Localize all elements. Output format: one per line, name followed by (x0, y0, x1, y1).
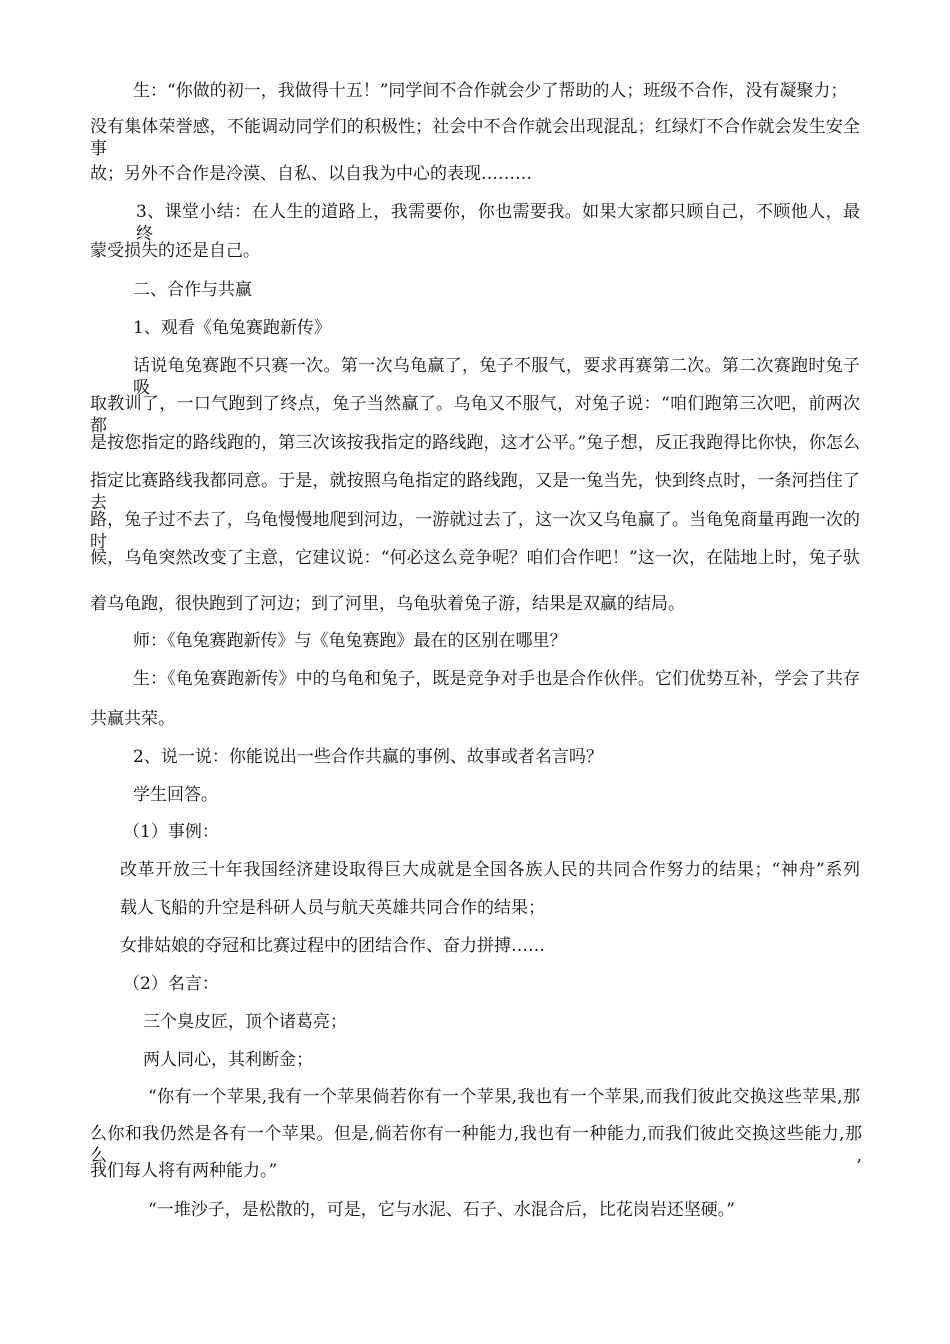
section-heading: 二、合作与共赢 (133, 280, 252, 300)
text-line: 2、说一说：你能说出一些合作共赢的事例、故事或者名言吗？ (133, 747, 603, 767)
text-line: （2）名言： (123, 974, 219, 994)
text-line: 取教训了，一口气跑到了终点，兔子当然赢了。乌龟又不服气，对兔子说：“咱们跑第三次吧，前两次都 (90, 394, 860, 436)
text-line: 改革开放三十年我国经济建设取得巨大成就是全国各族人民的共同合作努力的结果；“神舟”系列 (120, 860, 860, 880)
text-line: 学生回答。 (133, 785, 218, 805)
text-line: 共赢共荣。 (90, 709, 175, 729)
quote-line: 么你和我仍然是各有一个苹果。但是,倘若你有一种能力,我也有一种能力,而我们彼此交换这些能力,那么, (90, 1124, 862, 1166)
text-line: 路，兔子过不去了，乌龟慢慢地爬到河边，一游就过去了，这一次又乌龟赢了。当龟兔商量再跑一次的时 (90, 510, 860, 552)
text-line: 师：《龟兔赛跑新传》与《龟兔赛跑》最在的区别在哪里？ (133, 631, 567, 651)
quote-line: 我们每人将有两种能力。” (90, 1161, 278, 1181)
quote-line: “你有一个苹果,我有一个苹果倘若你有一个苹果,我也有一个苹果,而我们彼此交换这些苹果,那 (148, 1087, 860, 1107)
text-line: 生：《龟兔赛跑新传》中的乌龟和兔子，既是竞争对手也是合作伙伴。它们优势互补，学会了共存 (133, 669, 860, 689)
text-line: 3、课堂小结：在人生的道路上，我需要你，你也需要我。如果大家都只顾自己，不顾他人，最终 (136, 202, 860, 244)
text-line: 生：“你做的初一，我做得十五！”同学间不合作就会少了帮助的人；班级不合作，没有凝聚力； (133, 81, 848, 101)
text-line: 是按您指定的路线跑的，第三次该按我指定的路线跑，这才公平。”兔子想，反正我跑得比你快，你怎么 (90, 433, 860, 453)
text-line: 女排姑娘的夺冠和比赛过程中的团结合作、奋力拼搏…… (120, 936, 545, 956)
text-line: 蒙受损失的还是自己。 (90, 241, 260, 261)
text-line: （1）事例： (123, 822, 219, 842)
text-line: 指定比赛路线我都同意。于是，就按照乌龟指定的路线跑，又是一兔当先，快到终点时，一条河挡住了去 (90, 471, 860, 513)
text-line: 没有集体荣誉感，不能调动同学们的积极性；社会中不合作就会出现混乱；红绿灯不合作就会发生安全事 (90, 117, 860, 159)
text-line: 着乌龟跑，很快跑到了河边；到了河里，乌龟驮着兔子游，结果是双赢的结局。 (90, 594, 685, 614)
quote-line: 两人同心，其利断金； (143, 1050, 313, 1070)
subsection-heading: 1、观看《龟兔赛跑新传》 (133, 318, 331, 338)
quote-line: “一堆沙子，是松散的，可是，它与水泥、石子、水混合后，比花岗岩还坚硬。” (148, 1200, 735, 1220)
text-line: 故；另外不合作是冷漠、自私、以自我为中心的表现……… (90, 164, 532, 184)
text-line: 载人飞船的升空是科研人员与航天英雄共同合作的结果； (120, 898, 545, 918)
text-line: 话说龟兔赛跑不只赛一次。第一次乌龟赢了，兔子不服气，要求再赛第二次。第二次赛跑时兔子吸 (133, 356, 860, 398)
text-line: 候，乌龟突然改变了主意，它建议说：“何必这么竞争呢？咱们合作吧！”这一次，在陆地上时，兔子驮 (90, 548, 860, 568)
quote-line: 三个臭皮匠，顶个诸葛亮； (143, 1012, 347, 1032)
